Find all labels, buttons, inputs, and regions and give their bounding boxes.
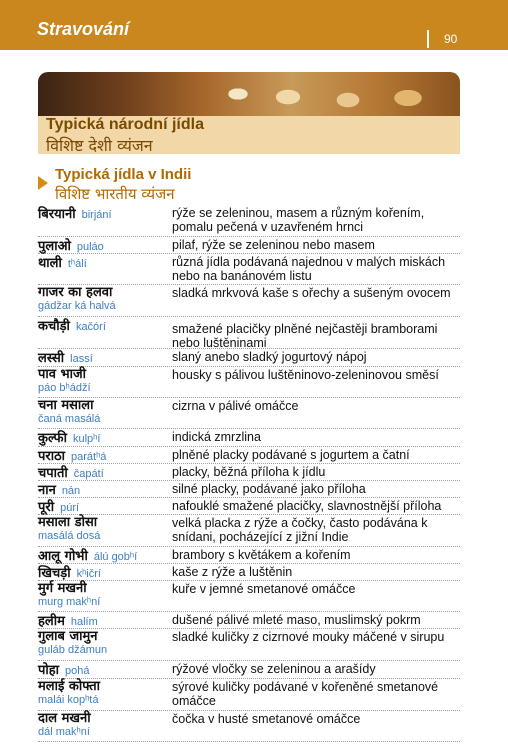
dish-hindi: पाव भाजी bbox=[38, 367, 87, 382]
dish-description: placky, běžná příloha k jídlu bbox=[172, 465, 326, 479]
dish-description: rýžové vločky se zeleninou a arašídy bbox=[172, 662, 376, 676]
dish-transliteration: puláo bbox=[76, 241, 104, 253]
dish-transliteration: čapátí bbox=[73, 468, 104, 480]
list-item bbox=[38, 547, 460, 564]
header-divider bbox=[427, 30, 429, 48]
dish-transliteration: tʰálí bbox=[67, 258, 87, 270]
subsection-title-czech: Typická jídla v Indii bbox=[55, 166, 192, 183]
dish-transliteration: masálá dosá bbox=[38, 530, 101, 542]
dish-description: velká placka z rýže a čočky, často podávána k snídani, pocházející z jižní Indie bbox=[172, 516, 428, 544]
dish-description: slaný anebo sladký jogurtový nápoj bbox=[172, 350, 367, 364]
list-item bbox=[38, 515, 460, 547]
dish-hindi: खिचड़ी bbox=[38, 566, 71, 581]
subsection-title-hindi: विशिष्ट भारतीय व्यंजन bbox=[55, 185, 175, 203]
list-item bbox=[38, 629, 460, 661]
dish-description: housky s pálivou luštěninovo-zeleninovou směsí bbox=[172, 368, 439, 382]
list-item bbox=[38, 498, 460, 515]
dish-transliteration: kʰičrí bbox=[76, 568, 101, 580]
chapter-title: Stravování bbox=[37, 19, 130, 39]
dish-hindi: थाली bbox=[38, 256, 62, 271]
dish-transliteration: kulpʰí bbox=[72, 433, 101, 445]
list-item bbox=[38, 481, 460, 498]
dish-transliteration: nán bbox=[61, 485, 81, 497]
dish-hindi: आलू गोभी bbox=[38, 549, 88, 564]
dish-description: různá jídla podávaná najednou v malých miskách nebo na banánovém listu bbox=[172, 255, 446, 283]
dish-hindi: चना मसाला bbox=[38, 398, 94, 413]
list-item bbox=[38, 349, 460, 367]
dish-hindi: पराठा bbox=[38, 449, 65, 464]
dish-transliteration: guláb džámun bbox=[38, 644, 108, 656]
list-item bbox=[38, 612, 460, 629]
dish-transliteration: dál makʰní bbox=[38, 726, 90, 738]
dish-hindi: लस्सी bbox=[38, 351, 65, 366]
dish-description: sladká mrkvová kaše s ořechy a sušeným ovocem bbox=[172, 286, 451, 300]
dish-hindi: मलाई कोफ्ता bbox=[38, 679, 100, 694]
food-photo bbox=[38, 72, 460, 116]
list-item bbox=[38, 429, 460, 447]
dish-description: cizrna v pálivé omáčce bbox=[172, 399, 299, 413]
list-item bbox=[38, 398, 460, 429]
dish-transliteration: púrí bbox=[60, 502, 80, 514]
dish-description: pilaf, rýže se zeleninou nebo masem bbox=[172, 238, 375, 252]
triangle-bullet-icon bbox=[38, 176, 48, 190]
dish-hindi: गाजर का हलवा bbox=[38, 285, 113, 300]
list-item bbox=[38, 464, 460, 481]
dish-hindi: कुल्फी bbox=[38, 431, 67, 446]
list-item bbox=[38, 285, 460, 317]
dish-description: smažené placičky plněné nejčastěji bramborami nebo luštěninami bbox=[172, 322, 438, 350]
dish-transliteration: gádžar ká halvá bbox=[38, 300, 116, 312]
section-title-czech: Typická národní jídla bbox=[46, 116, 204, 133]
dish-transliteration: halím bbox=[70, 616, 98, 628]
page-header bbox=[0, 0, 508, 50]
dish-description: brambory s květákem a kořením bbox=[172, 548, 351, 562]
dish-description: indická zmrzlina bbox=[172, 430, 261, 444]
list-item bbox=[38, 447, 460, 464]
section-heading bbox=[38, 116, 460, 154]
dish-transliteration: pohá bbox=[65, 665, 90, 677]
dish-description: plněné placky podávané s jogurtem a čatní bbox=[172, 448, 410, 462]
dish-transliteration: čaná masálá bbox=[38, 413, 101, 425]
dish-hindi: हलीम bbox=[38, 614, 65, 629]
dish-description: sýrové kuličky podávané v kořeněné smetanové omáčce bbox=[172, 680, 439, 708]
dish-description: silné placky, podávané jako příloha bbox=[172, 482, 366, 496]
dish-hindi: नान bbox=[38, 483, 56, 498]
dish-transliteration: kačórí bbox=[75, 321, 106, 333]
dish-description: rýže se zeleninou, masem a různým kořením, pomalu pečená v uzavřeném hrnci bbox=[172, 206, 425, 234]
dish-description: dušené pálivé mleté maso, muslimský pokrm bbox=[172, 613, 421, 627]
dish-hindi: मसाला डोसा bbox=[38, 515, 98, 530]
dish-hindi: मुर्ग मखनी bbox=[38, 581, 87, 596]
dish-transliteration: parátʰá bbox=[71, 451, 107, 463]
dish-hindi: गुलाब जामुन bbox=[38, 629, 98, 644]
list-item bbox=[38, 254, 460, 285]
dish-description: sladké kuličky z cizrnové mouky máčené v sirupu bbox=[172, 630, 445, 644]
list-item bbox=[38, 237, 460, 254]
dish-hindi: बिरयानी bbox=[38, 207, 76, 222]
dish-transliteration: páo bʰádží bbox=[38, 382, 91, 394]
dish-transliteration: álú gobʰí bbox=[93, 551, 138, 563]
list-item bbox=[38, 581, 460, 612]
list-item bbox=[38, 205, 460, 237]
dish-description: kuře v jemné smetanové omáčce bbox=[172, 582, 356, 596]
dish-hindi: पूरी bbox=[38, 500, 55, 515]
dish-transliteration: malái kopʰtá bbox=[38, 694, 99, 706]
list-item bbox=[38, 317, 460, 349]
dish-hindi: कचौड़ी bbox=[38, 319, 70, 334]
list-item bbox=[38, 367, 460, 398]
dish-list bbox=[38, 205, 460, 742]
dish-transliteration: murg makʰní bbox=[38, 596, 101, 608]
list-item bbox=[38, 679, 460, 711]
dish-transliteration: lassí bbox=[70, 353, 93, 365]
dish-hindi: पुलाओ bbox=[38, 239, 71, 254]
dish-hindi: चपाती bbox=[38, 466, 68, 481]
list-item bbox=[38, 661, 460, 679]
dish-hindi: पोहा bbox=[38, 663, 60, 678]
section-title-hindi: विशिष्ट देशी व्यंजन bbox=[46, 136, 153, 155]
page-number: 90 bbox=[444, 32, 458, 46]
dish-transliteration: birjání bbox=[81, 209, 112, 221]
dish-description: čočka v husté smetanové omáčce bbox=[172, 712, 361, 726]
dish-hindi: दाल मखनी bbox=[38, 711, 91, 726]
dish-description: nafouklé smažené placičky, slavnostnější příloha bbox=[172, 499, 442, 513]
list-item bbox=[38, 564, 460, 581]
dish-description: kaše z rýže a luštěnin bbox=[172, 565, 293, 579]
list-item bbox=[38, 711, 460, 742]
